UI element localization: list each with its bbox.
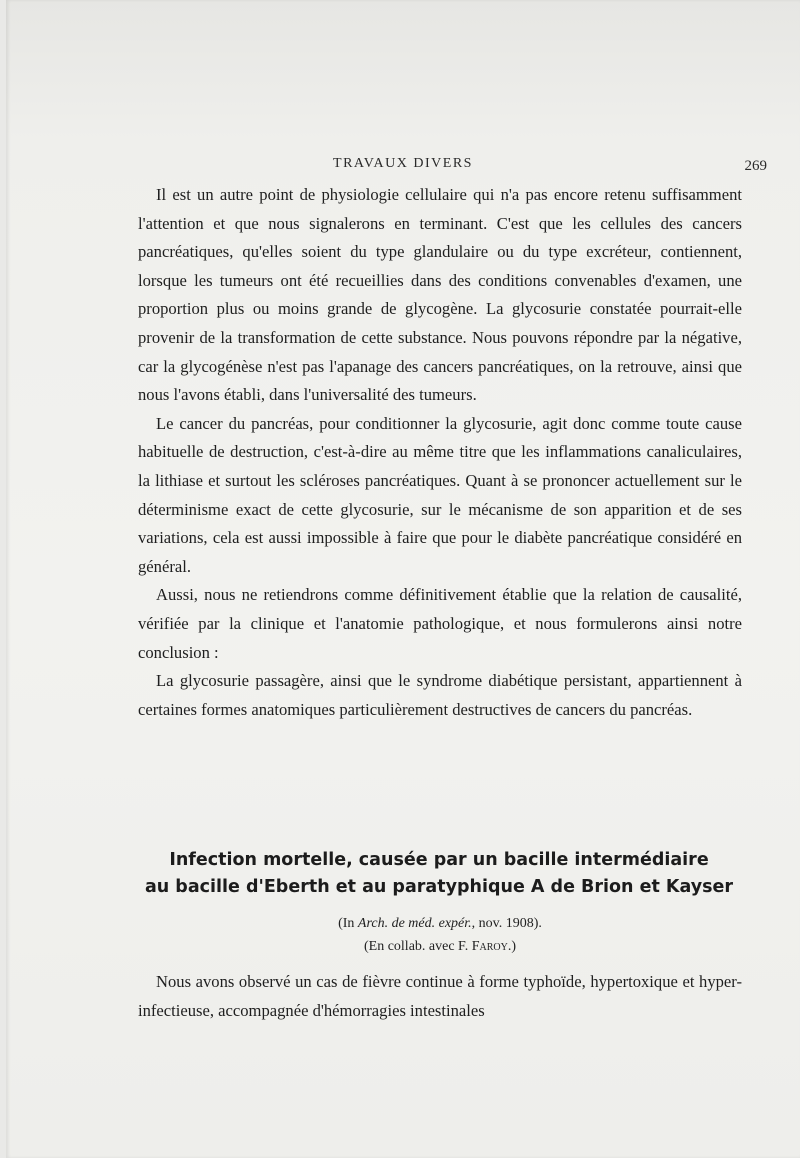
section-heading-line-2: au bacille d'Eberth et au paratyphique A de Brion et Kayser bbox=[144, 877, 734, 897]
section-heading bbox=[124, 847, 754, 901]
book-page bbox=[6, 0, 800, 1158]
citation-prefix: (In bbox=[338, 916, 358, 931]
running-title: TRAVAUX DIVERS bbox=[333, 156, 473, 171]
citation-collaboration bbox=[138, 935, 742, 958]
collab-suffix: .) bbox=[507, 939, 517, 954]
running-head bbox=[6, 154, 800, 178]
citation-journal: Arch. de méd. expér. bbox=[357, 916, 472, 931]
citation-source bbox=[138, 912, 742, 935]
collab-prefix: (En collab. avec F. bbox=[363, 939, 472, 954]
section-heading-line-1: Infection mortelle, causée par un bacille intermédiaire bbox=[169, 850, 709, 870]
paragraph-case-report: Nous avons observé un cas de fièvre continue à forme typhoïde, hypertoxique et hyper-infectieuse, accompagnée d'hémorragies intestinales bbox=[138, 972, 742, 1020]
paragraph-glycogen: Il est un autre point de physiologie cellulaire qui n'a pas encore retenu suffisamment l'attention et que nous signalerons en terminant. C'est que les cellules des cancers pancréatiques, qu'elles soient du type glandulaire ou du type excréteur, contiennent, lorsque les tumeurs ont été recueillies dans des conditions convenables d'examen, une proportion plus ou moins grande de glycogène. La glycosurie constatée pourrait-elle provenir de la transformation de cette substance. Nous pouvons répondre par la négative, car la glycogénèse n'est pas l'apanage des cancers pancréatiques, on la retrouve, ainsi que nous l'avons établi, dans l'universalité des tumeurs. bbox=[138, 185, 742, 405]
citation-suffix: , nov. 1908). bbox=[471, 916, 542, 931]
body-text-bottom bbox=[138, 967, 742, 1025]
paragraph-cancer-pancreas: Le cancer du pancréas, pour conditionner la glycosurie, agit donc comme toute cause habituelle de destruction, c'est-à-dire au même titre que les inflammations canaliculaires, la lithiase et surtout les scléroses pancréatiques. Quant à se prononcer actuellement sur le déterminisme exact de cette glycosurie, sur le mécanisme de son apparition et de ses variations, cela est aussi impossible à faire que pour le diabète pancréatique considéré en général. bbox=[138, 413, 742, 576]
collab-name: Faroy bbox=[471, 939, 508, 954]
paragraph-causality: Aussi, nous ne retiendrons comme définitivement établie que la relation de causalité, vérifiée par la clinique et l'anatomie pathologique, et nous formulerons ainsi notre conclusion : bbox=[138, 585, 742, 662]
paragraph-conclusion: La glycosurie passagère, ainsi que le syndrome diabétique persistant, appartiennent à certaines formes anatomiques particulièrement destructives de cancers du pancréas. bbox=[138, 671, 742, 719]
citation bbox=[138, 912, 742, 958]
body-text-top bbox=[138, 181, 742, 724]
page-number: 269 bbox=[744, 158, 767, 174]
